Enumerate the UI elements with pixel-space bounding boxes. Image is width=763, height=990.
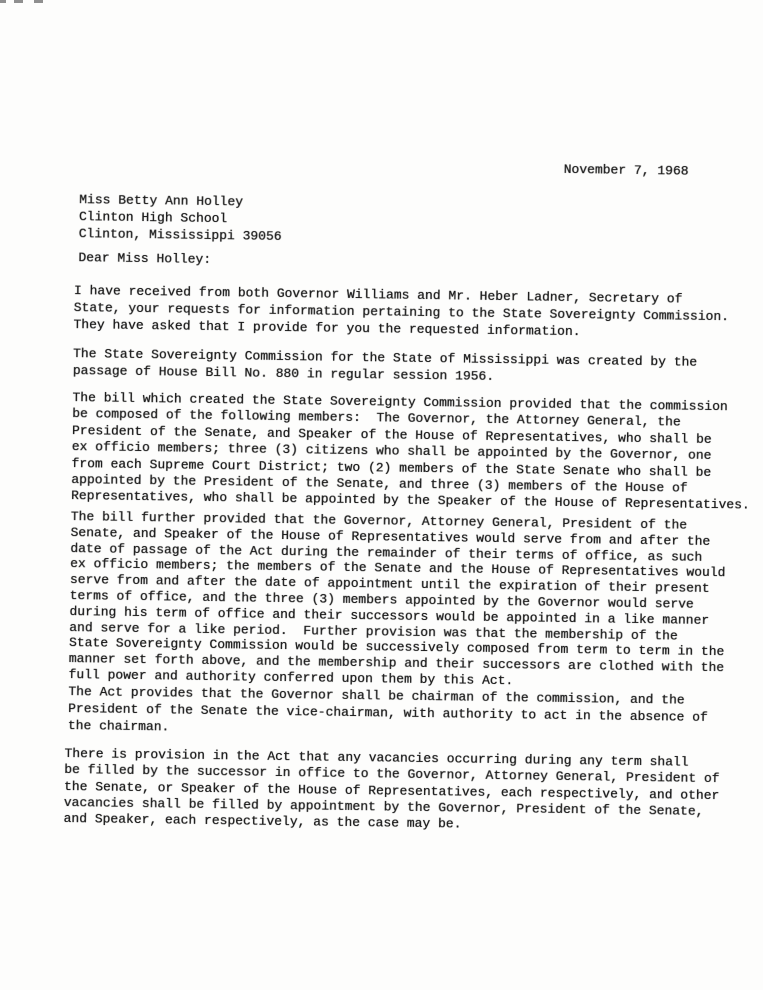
letter-date: November 7, 1968: [563, 161, 689, 179]
letter-paragraph-1: I have received from both Governor Williams and Mr. Heber Ladner, Secretary of State, your requests for information pertaining to the State Sovereignty Commission. They have asked that I provide for you the requested information.: [73, 283, 730, 339]
salutation: Dear Miss Holley:: [78, 250, 212, 267]
letter-paragraph-2: The State Sovereignty Commission for the State of Mississippi was created by the passage of House Bill No. 880 in regular session 1956.: [72, 346, 698, 384]
letter-paragraph-4: The bill further provided that the Governor, Attorney General, President of the Senate, and Speaker of the House of Representatives would serve from and after the date of passage of the Act during the remainder of their terms of office, as such ex officio members; the members of the Senate and the House of Representatives would serve from and after the date of appointment until the expiration of their present terms of office, and the three (3) members appointed by the Governor would serve during his term of office and their successors would be appointed in a like manner and serve for a like period. Further provision was that the membership of the State Sovereignty Commission would be successively composed from term to term in the manner set forth above, and the membership and their successors are clothed with the full power and authority conferred upon them by this Act.: [68, 509, 726, 689]
letter-paragraph-5: The Act provides that the Governor shall be chairman of the commission, and the President of the Senate the vice-chairman, with authority to act in the absence of the chairman.: [67, 684, 708, 735]
letter-paragraph-6: There is provision in the Act that any vacancies occurring during any term shall be filled by the successor in office to the Governor, Attorney General, President of the Senate, or Speaker of the House of Representatives, each respectively, and other vacancies shall be filled by appointment by the Governor, President of the Senate, and Speaker, each respectively, as the case may be.: [63, 745, 720, 832]
letter-paragraph-3: The bill which created the State Sovereignty Commission provided that the commission be composed of the following members: The Governor, the Attorney General, the President of the Senate, and Speaker of the House of Representatives, who shall be ex officio members; three (3) citizens who shall be appointed by the Governor, one from each Supreme Court District; two (2) members of the State Senate who shall be appointed by the President of the Senate, and three (3) members of the House of Representatives, who shall be appointed by the Speaker of the House of Representatives.: [70, 390, 750, 513]
recipient-address: Miss Betty Ann Holley Clinton High School Clinton, Mississippi 39056: [78, 192, 282, 244]
